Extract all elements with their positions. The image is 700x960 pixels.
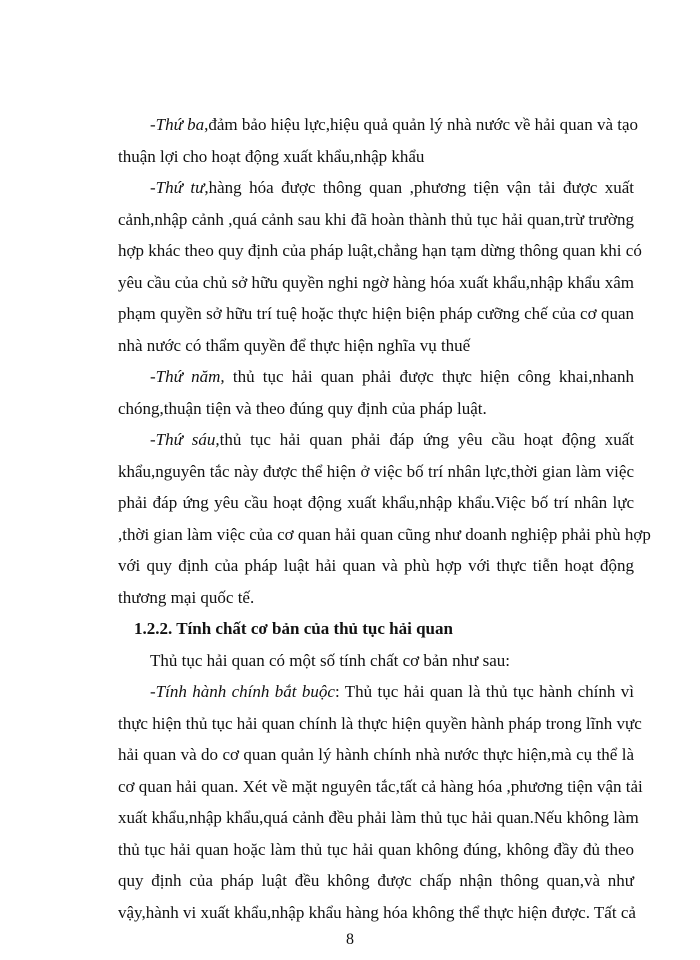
paragraph-line: -Tính hành chính bắt buộc: Thủ tục hải quan là thủ tục hành chính vì (150, 682, 634, 701)
paragraph-line: thực hiện thủ tục hải quan chính là thực hiện quyền hành pháp trong lĩnh vực (118, 714, 642, 733)
paragraph-line: -Thứ tư,hàng hóa được thông quan ,phương tiện vận tải được xuất (150, 178, 635, 197)
paragraph-line: -Thứ sáu,thủ tục hải quan phải đáp ứng yêu cầu hoạt động xuất (150, 430, 634, 449)
paragraph-line: ,thời gian làm việc của cơ quan hải quan cũng như doanh nghiệp phải phù hợp (118, 525, 651, 544)
paragraph-line: hải quan và do cơ quan quản lý hành chính nhà nước thực hiện,mà cụ thể là (118, 745, 634, 764)
paragraph-line: cơ quan hải quan. Xét về mặt nguyên tắc,tất cả hàng hóa ,phương tiện vận tải (118, 777, 643, 796)
paragraph-line: yêu cầu của chủ sở hữu quyền nghi ngờ hàng hóa xuất khẩu,nhập khẩu xâm (118, 273, 634, 292)
paragraph-lead: -Thứ năm, (150, 367, 225, 386)
paragraph-line: chóng,thuận tiện và theo đúng quy định của pháp luật. (118, 399, 487, 418)
section-intro: Thủ tục hải quan có một số tính chất cơ bản như sau: (150, 651, 511, 670)
paragraph-line: thuận lợi cho hoạt động xuất khẩu,nhập khẩu (118, 147, 425, 166)
paragraph-line: thương mại quốc tế. (118, 588, 255, 607)
paragraph-line: hợp khác theo quy định của pháp luật,chẳng hạn tạm dừng thông quan khi có (118, 241, 642, 260)
paragraph-line: quy định của pháp luật đều không được chấp nhận thông quan,và như (118, 871, 634, 890)
paragraph-line: vậy,hành vi xuất khẩu,nhập khẩu hàng hóa không thể thực hiện được. Tất cả (118, 903, 636, 922)
paragraph-line: xuất khẩu,nhập khẩu,quá cảnh đều phải làm thủ tục hải quan.Nếu không làm (118, 808, 639, 827)
paragraph-line: phải đáp ứng yêu cầu hoạt động xuất khẩu,nhập khẩu.Việc bố trí nhân lực (118, 493, 634, 512)
paragraph-lead: -Tính hành chính bắt buộc (150, 682, 335, 701)
paragraph-line: cảnh,nhập cảnh ,quá cảnh sau khi đã hoàn thành thủ tục hải quan,trừ trường (118, 210, 634, 229)
section-heading: 1.2.2. Tính chất cơ bản của thủ tục hải quan (134, 619, 453, 638)
paragraph-line: khẩu,nguyên tắc này được thể hiện ở việc bố trí nhân lực,thời gian làm việc (118, 462, 634, 481)
page-number: 8 (346, 931, 354, 948)
paragraph-lead: -Thứ ba (150, 115, 205, 134)
paragraph-line: phạm quyền sở hữu trí tuệ hoặc thực hiện biện pháp cưỡng chế của cơ quan (118, 304, 634, 323)
paragraph-lead: -Thứ sáu, (150, 430, 220, 449)
paragraph-line: nhà nước có thẩm quyền để thực hiện nghĩa vụ thuế (118, 336, 471, 355)
paragraph-lead: -Thứ tư (150, 178, 205, 197)
paragraph-line: với quy định của pháp luật hải quan và phù hợp với thực tiễn hoạt động (118, 556, 634, 575)
paragraph-line: thủ tục hải quan hoặc làm thủ tục hải quan không đúng, không đầy đủ theo (118, 840, 634, 859)
paragraph-line: -Thứ năm, thủ tục hải quan phải được thực hiện công khai,nhanh (150, 367, 634, 386)
paragraph-line: -Thứ ba,đảm bảo hiệu lực,hiệu quả quản lý nhà nước về hải quan và tạo (150, 115, 639, 134)
